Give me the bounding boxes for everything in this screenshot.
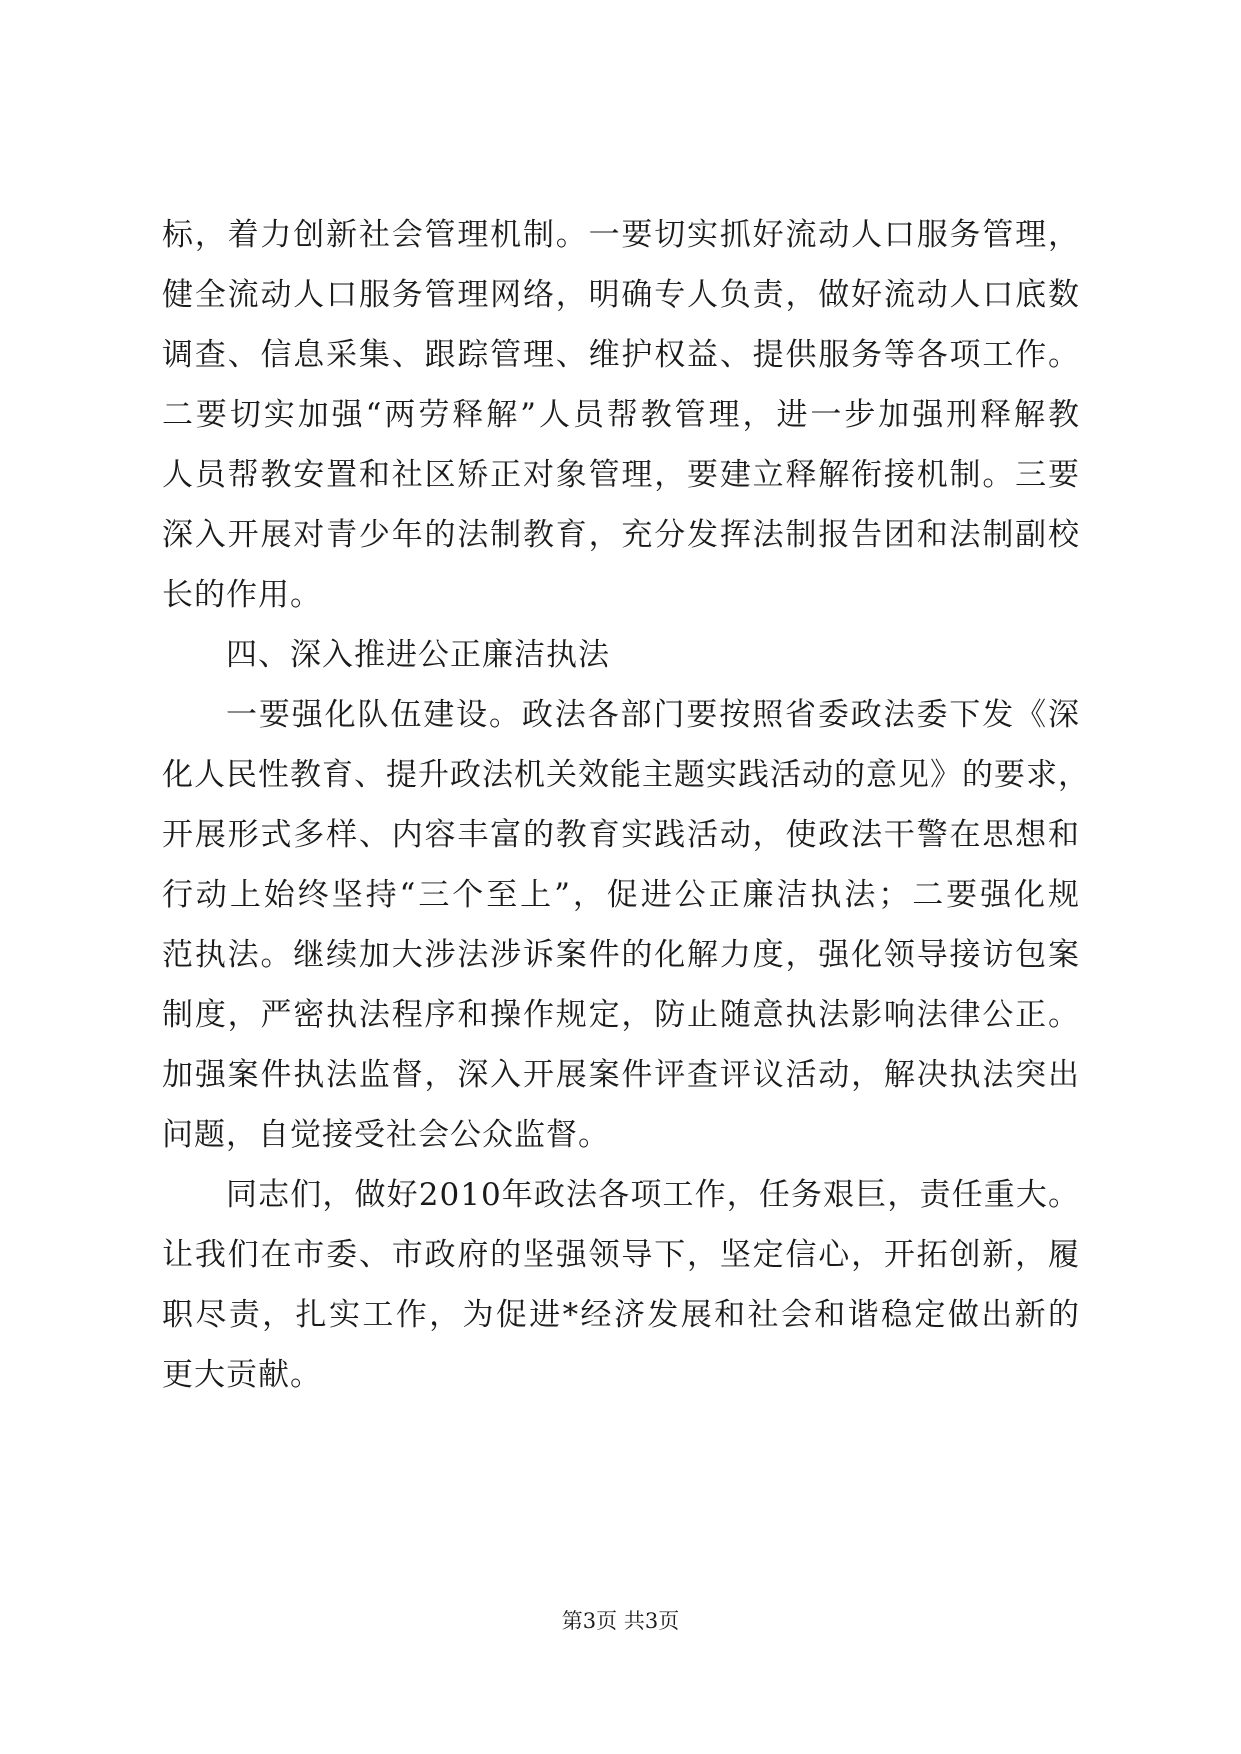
text-line: 深入开展对青少年的法制教育，充分发挥法制报告团和法制副校 — [162, 517, 1080, 553]
text-line: 让我们在市委、市政府的坚强领导下，坚定信心，开拓创新，履 — [162, 1237, 1080, 1273]
text-line: 一要强化队伍建设。政法各部门要按照省委政法委下发《深 — [226, 697, 1080, 733]
page-footer — [0, 1606, 1241, 1636]
text-line: 行动上始终坚持“三个至上”，促进公正廉洁执法；二要强化规 — [162, 877, 1080, 913]
text-line: 问题，自觉接受社会公众监督。 — [162, 1117, 610, 1153]
text-line: 同志们，做好2010年政法各项工作，任务艰巨，责任重大。 — [226, 1177, 1080, 1213]
text-line: 更大贡献。 — [162, 1357, 322, 1393]
text-line: 范执法。继续加大涉法涉诉案件的化解力度，强化领导接访包案 — [162, 937, 1080, 973]
text-line: 人员帮教安置和社区矫正对象管理，要建立释解衔接机制。三要 — [162, 457, 1080, 493]
text-line: 标，着力创新社会管理机制。一要切实抓好流动人口服务管理， — [162, 217, 1080, 253]
text-line: 加强案件执法监督，深入开展案件评查评议活动，解决执法突出 — [162, 1057, 1080, 1093]
text-line: 化人民性教育、提升政法机关效能主题实践活动的意见》的要求， — [162, 757, 1090, 793]
text-line: 二要切实加强“两劳释解”人员帮教管理，进一步加强刑释解教 — [162, 397, 1080, 433]
text-line: 职尽责，扎实工作，为促进*经济发展和社会和谐稳定做出新的 — [162, 1297, 1080, 1333]
text-line: 长的作用。 — [162, 577, 322, 613]
text-line: 制度，严密执法程序和操作规定，防止随意执法影响法律公正。 — [162, 997, 1080, 1033]
text-line: 调查、信息采集、跟踪管理、维护权益、提供服务等各项工作。 — [162, 337, 1080, 373]
section-heading: 四、深入推进公正廉洁执法 — [226, 637, 610, 673]
text-line: 开展形式多样、内容丰富的教育实践活动，使政法干警在思想和 — [162, 817, 1080, 853]
text-line: 健全流动人口服务管理网络，明确专人负责，做好流动人口底数 — [162, 277, 1080, 313]
document-body — [162, 205, 1090, 1405]
page-number-label: 第3页 共3页 — [561, 1609, 680, 1633]
